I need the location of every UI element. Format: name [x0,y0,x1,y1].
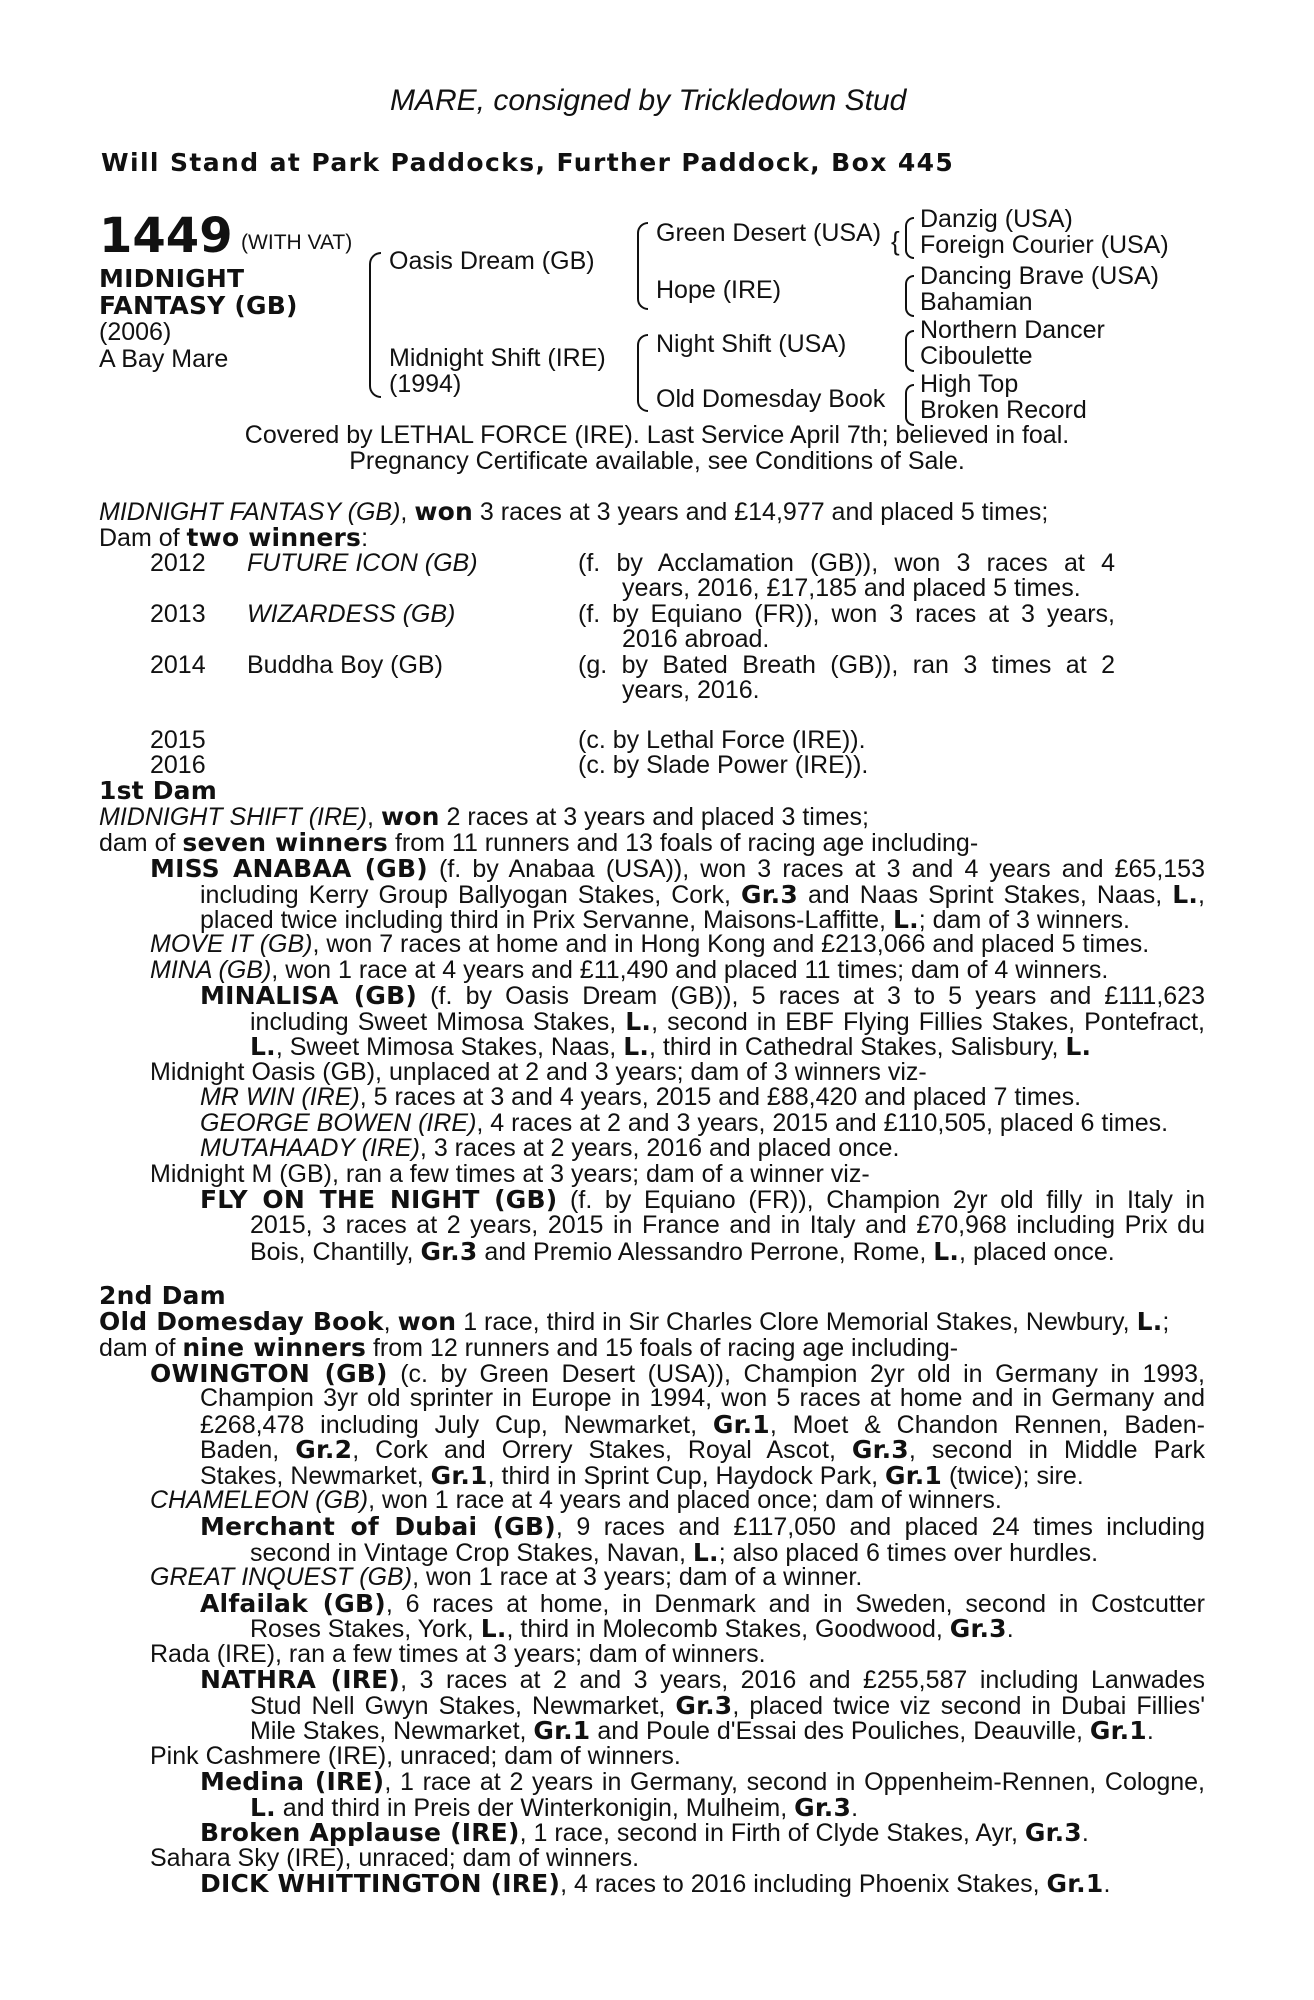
produce-detail-cont: years, 2016, £17,185 and placed 5 times. [622,574,1081,602]
first-dam-heading: 1st Dam [99,776,218,805]
winners-count: two winners [186,523,362,552]
italic-text: MOVE IT (GB) [150,930,313,958]
plain-text: . [1103,1870,1111,1898]
produce-detail-cont: 2016 abroad. [622,625,770,653]
plain-text: £268,478 including July Cup, Newmarket, [200,1411,713,1439]
text-line [99,804,869,830]
covered-note: Covered by LETHAL FORCE (IRE). Last Service April 7th; believed in foal. [244,421,1070,449]
bold-text: Gr.1 [1046,1869,1104,1898]
bold-text: Gr.2 [295,1435,353,1464]
text-line [250,1718,1154,1744]
text-line [150,932,1149,957]
pedigree-sire-dam: Hope (IRE) [656,276,782,304]
text-line [150,1565,862,1590]
italic-text: MR WIN (IRE) [200,1083,360,1111]
plain-text: and third in Preis der Winterkonigin, Mulheim, [275,1794,795,1822]
plain-text: Mile Stakes, Newmarket, [250,1717,534,1745]
bold-text: L. [1065,1032,1092,1061]
plain-text: Champion 3yr old sprinter in Europe in 1994, won 5 races at home and in Germany and [200,1384,1205,1412]
bold-text: L. [1172,880,1199,909]
plain-text: Midnight Oasis (GB), unplaced at 2 and 3 years; dam of 3 winners viz- [150,1058,927,1086]
foaling-year: (2006) [99,318,172,346]
bold-text: won [397,1307,457,1336]
pedigree-dss: Northern Dancer [920,316,1105,344]
intro-rest: 3 races at 3 years and £14,977 and placed 5 times; [472,498,1049,526]
plain-text: ; [1162,1308,1170,1336]
plain-text: Midnight M (GB), ran a few times at 3 years; dam of a winner viz- [150,1160,870,1188]
vat-note: (WITH VAT) [241,231,353,254]
bold-text: MINALISA (GB) [200,981,417,1010]
plain-text: dam of [99,1334,183,1362]
bold-text: Gr.3 [740,880,798,909]
pedigree-sds: Dancing Brave (USA) [920,262,1159,290]
plain-text: placed twice including third in Prix Servanne, Maisons-Laffitte, [200,906,893,934]
pedigree-dam: Midnight Shift (IRE) [389,344,606,372]
plain-text: Roses Stakes, York, [250,1615,481,1643]
bold-text: L. [250,1793,276,1822]
text-line [200,1769,1205,1795]
text-line [99,830,978,856]
text-line [200,1085,1081,1110]
plain-text: 2015, 3 races at 2 years, 2015 in France and in Italy and £70,968 including Prix du [250,1211,1205,1239]
text-line [150,1488,1002,1513]
text-line [200,1667,1205,1693]
italic-text: MINA (GB) [150,956,272,984]
produce-detail: (c. by Slade Power (IRE)). [578,751,869,779]
plain-text: , 1 race at 2 years in Germany, second in Oppenheim-Rennen, Cologne, [384,1768,1205,1796]
bold-text: Gr.1 [1089,1716,1147,1745]
text-line [200,1187,1205,1213]
plain-text: , 6 races at home, in Denmark and in Sweden, second in Costcutter [385,1590,1205,1618]
italic-text: MIDNIGHT SHIFT (IRE) [99,803,368,831]
text-line [200,1111,1168,1136]
pregnancy-note: Pregnancy Certificate available, see Conditions of Sale. [349,447,965,475]
plain-text: , 3 races at 2 years, 2016 and placed once. [419,1134,900,1162]
produce-year: 2015 [150,726,206,754]
plain-text: , 4 races at 2 and 3 years, 2015 and £110,505, placed 6 times. [476,1109,1169,1137]
plain-text: , [367,803,381,831]
text-line [250,1239,1115,1265]
bold-text: Broken Applause (IRE) [200,1818,520,1847]
text-line [200,1136,899,1161]
produce-name: WIZARDESS (GB) [247,600,456,628]
plain-text: , won 1 race at 4 years and placed once; dam of winners. [368,1486,1002,1514]
pedigree-brace-sire [637,222,648,310]
second-dam-heading: 2nd Dam [99,1281,226,1310]
pedigree-dam-dam: Old Domesday Book [656,385,886,413]
bold-text: L. [625,1007,652,1036]
plain-text: , Moet & Chandon Rennen, Baden- [769,1411,1205,1439]
dam-of-line: Dam of two winners: [99,523,369,552]
text-line [200,1386,1205,1411]
text-line [150,958,1108,983]
plain-text: Stakes, Newmarket, [200,1462,431,1490]
plain-text: (f. by Equiano (FR)), Champion 2yr old filly in Italy in [557,1186,1206,1214]
plain-text: from 12 runners and 15 foals of racing age including- [366,1334,959,1362]
bold-text: seven winners [182,828,388,857]
plain-text: . [851,1794,859,1822]
plain-text: second in Vintage Crop Stakes, Navan, [250,1539,693,1567]
dam-of-label: Dam of [99,524,187,552]
bold-text: L. [1136,1307,1163,1336]
pedigree-ssd: Foreign Courier (USA) [920,231,1169,259]
bold-text: Gr.1 [533,1716,591,1745]
bold-text: L. [623,1032,650,1061]
text-line [200,1820,1089,1846]
bold-text: Gr.3 [949,1614,1007,1643]
plain-text: , placed twice viz second in Dubai Fillies' [732,1692,1205,1720]
page-title: MARE, consigned by Trickledown Stud [390,84,907,117]
italic-text: GREAT INQUEST (GB) [150,1563,413,1591]
horse-description: A Bay Mare [99,345,229,373]
plain-text: Rada (IRE), ran a few times at 3 years; dam of winners. [150,1640,766,1668]
text-line [150,1846,639,1871]
plain-text: Stud Nell Gwyn Stakes, Newmarket, [250,1692,676,1720]
bold-text: Merchant of Dubai (GB) [200,1512,556,1541]
plain-text: . [1146,1717,1154,1745]
bold-text: FLY ON THE NIGHT (GB) [200,1185,558,1214]
plain-text: , 1 race, second in Firth of Clyde Stakes, Ayr, [519,1819,1025,1847]
pedigree-brace-dd [905,384,914,426]
text-line [150,1060,927,1085]
plain-text: , third in Cathedral Stakes, Salisbury, [649,1033,1066,1061]
text-line [200,1591,1205,1617]
bold-text: NATHRA (IRE) [200,1665,401,1694]
text-line [200,1514,1205,1540]
produce-year: 2016 [150,751,206,779]
italic-text: CHAMELEON (GB) [150,1486,369,1514]
horse-name-line2: FANTASY (GB) [99,291,298,320]
plain-text: 2 races at 3 years and placed 3 times; [439,803,870,831]
text-line [250,1693,1205,1719]
pedigree-brace-ds [905,330,914,372]
text-line [200,1437,1205,1463]
plain-text: . [1081,1819,1089,1847]
plain-text: , 4 races to 2016 including Phoenix Stakes, [560,1870,1047,1898]
plain-text: and Naas Sprint Stakes, Naas, [797,881,1173,909]
horse-name-line1: MIDNIGHT [99,264,245,293]
text-line [99,1309,1169,1335]
plain-text: including Sweet Mimosa Stakes, [250,1008,626,1036]
plain-text: (f. by Anabaa (USA)), won 3 races at 3 and 4 years and £65,153 [427,855,1205,883]
plain-text: , second in EBF Flying Fillies Stakes, Pontefract, [651,1008,1205,1036]
text-line [150,1642,766,1667]
plain-text: , second in Middle Park [908,1436,1205,1464]
text-line [150,856,1205,882]
plain-text: and Poule d'Essai des Pouliches, Deauville, [590,1717,1090,1745]
produce-detail: (f. by Acclamation (GB)), won 3 races at 4 [578,549,1115,577]
plain-text: including Kerry Group Ballyogan Stakes, Cork, [200,881,741,909]
bold-text: Gr.1 [712,1410,770,1439]
bold-text: Alfailak (GB) [200,1589,386,1618]
bold-text: Gr.3 [1024,1818,1082,1847]
plain-text: Pink Cashmere (IRE), unraced; dam of winners. [150,1742,681,1770]
pedigree-sire: Oasis Dream (GB) [389,247,595,275]
pedigree-sdd: Bahamian [920,288,1033,316]
plain-text: Bois, Chantilly, [250,1238,421,1266]
plain-text: , Cork and Orrery Stakes, Royal Ascot, [352,1436,852,1464]
produce-name: FUTURE ICON (GB) [247,549,478,577]
plain-text: Sahara Sky (IRE), unraced; dam of winners. [150,1844,640,1872]
text-line [250,1034,1091,1060]
text-line [150,1744,681,1769]
lot-number-block [99,208,353,264]
pedigree-sss: Danzig (USA) [920,205,1073,233]
plain-text: , placed once. [959,1238,1115,1266]
pedigree-ddd: Broken Record [920,396,1087,424]
text-line [99,1335,958,1361]
pedigree-dam-sire: Night Shift (USA) [656,330,847,358]
bold-text: Gr.3 [851,1435,909,1464]
produce-detail: (f. by Equiano (FR)), won 3 races at 3 years, [578,600,1115,628]
pedigree-arrow-ss: { [891,226,900,256]
pedigree-brace-dam [637,334,648,412]
plain-text: dam of [99,829,183,857]
bold-text: Gr.3 [675,1691,733,1720]
produce-year: 2012 [150,549,206,577]
plain-text: , won 1 race at 4 years and £11,490 and placed 11 times; dam of 4 winners. [271,956,1109,984]
bold-text: MISS ANABAA (GB) [150,854,428,883]
plain-text: from 11 runners and 13 foals of racing age including- [388,829,979,857]
bold-text: Gr.3 [794,1793,852,1822]
produce-detail: (g. by Bated Breath (GB)), ran 3 times at 2 [578,651,1115,679]
plain-text: , third in Sprint Cup, Haydock Park, [487,1462,886,1490]
pedigree-brace-sd [905,275,914,317]
plain-text: , 5 races at 3 and 4 years, 2015 and £88,420 and placed 7 times. [359,1083,1082,1111]
bold-text: Gr.3 [420,1237,478,1266]
text-line [250,1009,1205,1035]
stand-location: Will Stand at Park Paddocks, Further Paddock, Box 445 [101,148,955,177]
plain-text: , 9 races and £117,050 and placed 24 times including [555,1513,1205,1541]
bold-text: L. [933,1237,960,1266]
text-line [150,1162,870,1187]
lot-number: 1449 [99,208,233,264]
bold-text: L. [692,1538,719,1567]
italic-text: MUTAHAADY (IRE) [200,1134,420,1162]
produce-year: 2014 [150,651,206,679]
plain-text: , won 1 race at 3 years; dam of a winner. [412,1563,863,1591]
pedigree-brace-main [369,252,381,398]
plain-text: (f. by Oasis Dream (GB)), 5 races at 3 to 5 years and £111,623 [417,982,1205,1010]
bold-text: DICK WHITTINGTON (IRE) [200,1869,561,1898]
plain-text: . [1006,1615,1014,1643]
plain-text: , [1198,881,1205,909]
plain-text: , won 7 races at home and in Hong Kong and £213,066 and placed 5 times. [312,930,1150,958]
plain-text: (c. by Green Desert (USA)), Champion 2yr old in Germany in 1993, [387,1360,1206,1388]
plain-text: ; dam of 3 winners. [918,906,1130,934]
pedigree-brace-ss [905,217,914,259]
pedigree-dam-year: (1994) [389,370,462,398]
bold-text: Old Domesday Book [99,1307,384,1336]
plain-text: , Sweet Mimosa Stakes, Naas, [275,1033,624,1061]
bold-text: won [380,802,440,831]
plain-text: (twice); sire. [942,1462,1084,1490]
plain-text: , third in Molecomb Stakes, Goodwood, [506,1615,950,1643]
produce-intro: MIDNIGHT FANTASY (GB), won 3 races at 3 years and £14,977 and placed 5 times; [99,497,1049,526]
plain-text: 1 race, third in Sir Charles Clore Memorial Stakes, Newbury, [456,1308,1137,1336]
produce-year: 2013 [150,600,206,628]
bold-text: Gr.1 [430,1461,488,1490]
pedigree-dds: High Top [920,370,1019,398]
plain-text: and Premio Alessandro Perrone, Rome, [477,1238,934,1266]
produce-name: Buddha Boy (GB) [247,651,443,679]
mare-name: MIDNIGHT FANTASY (GB) [99,498,401,526]
text-line [200,882,1205,908]
bold-text: OWINGTON (GB) [150,1359,388,1388]
plain-text: , 3 races at 2 and 3 years, 2016 and £255,587 including Lanwades [400,1666,1205,1694]
won-label: won [414,497,473,526]
plain-text: Baden, [200,1436,296,1464]
produce-detail: (c. by Lethal Force (IRE)). [578,726,866,754]
pedigree-sire-sire: Green Desert (USA) [656,219,882,247]
bold-text: L. [892,905,919,934]
bold-text: L. [480,1614,507,1643]
pedigree-dsd: Ciboulette [920,342,1033,370]
text-line [250,1616,1014,1642]
plain-text: , [383,1308,398,1336]
text-line [200,983,1205,1009]
bold-text: L. [250,1032,276,1061]
text-line [250,1213,1205,1238]
bold-text: nine winners [182,1333,367,1362]
italic-text: GEORGE BOWEN (IRE) [200,1109,477,1137]
produce-detail-cont: years, 2016. [622,676,760,704]
plain-text: ; also placed 6 times over hurdles. [718,1539,1099,1567]
bold-text: Gr.1 [885,1461,942,1490]
bold-text: Medina (IRE) [200,1767,385,1796]
text-line [200,1871,1110,1897]
